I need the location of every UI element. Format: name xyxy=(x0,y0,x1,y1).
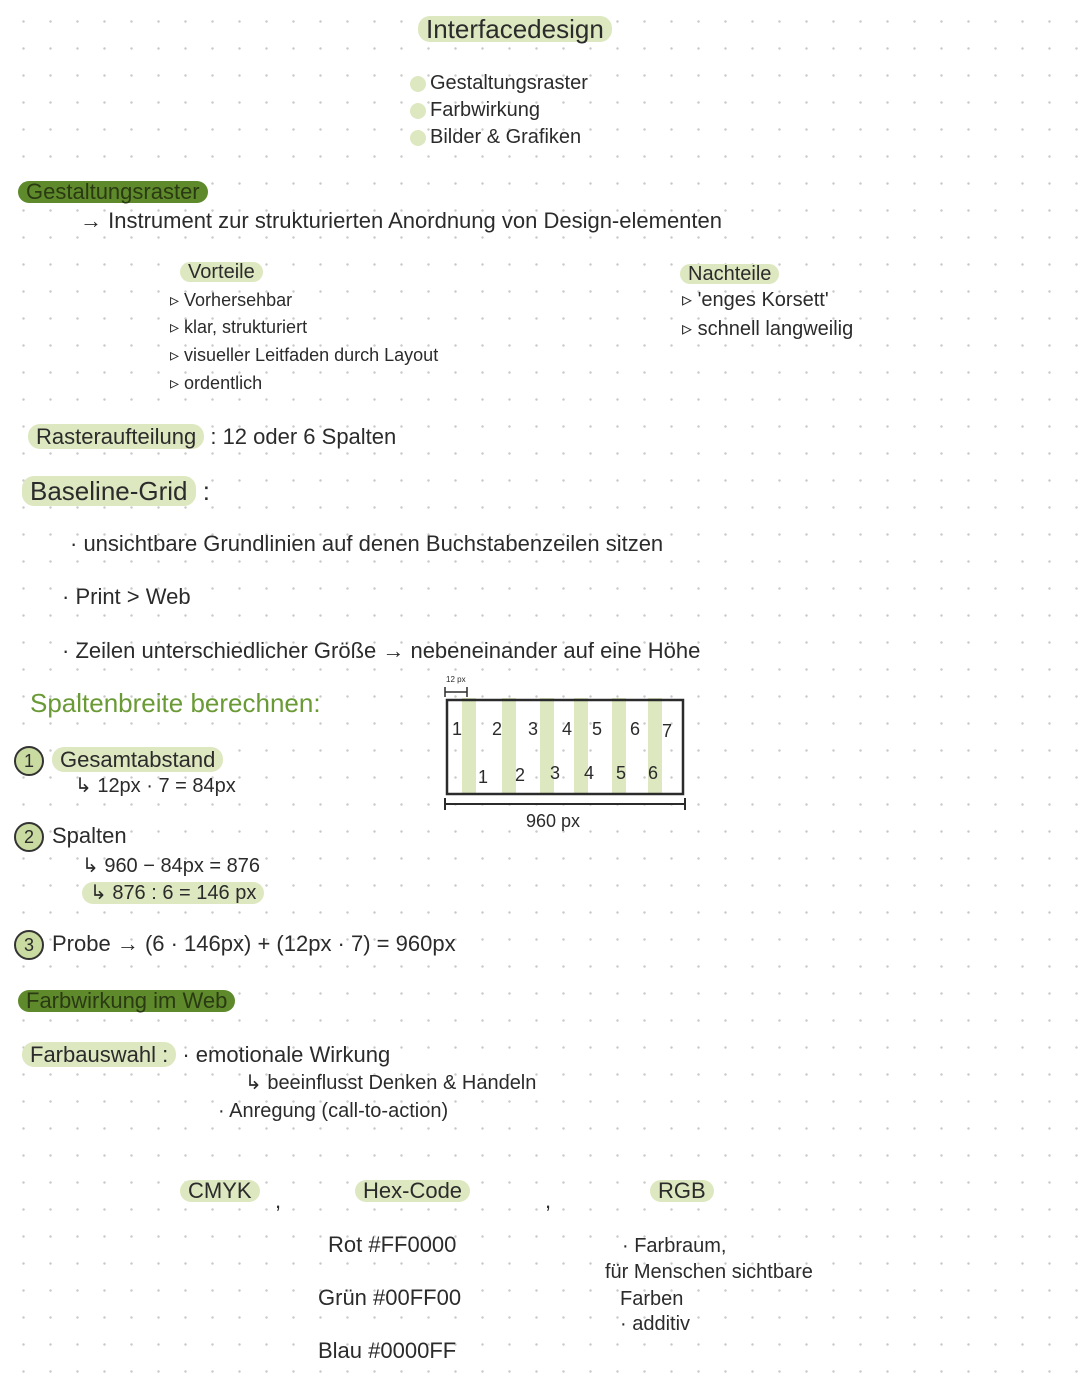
hex-code-item: Rot #FF0000 xyxy=(328,1232,457,1257)
comma: , xyxy=(545,1188,552,1213)
gutter-number: 7 xyxy=(662,721,673,741)
rgb-note: Farben xyxy=(620,1288,684,1310)
rgb-note: · Farbraum, xyxy=(622,1235,727,1257)
gutter-number: 6 xyxy=(630,719,641,739)
page-title: Interfacedesign xyxy=(418,16,612,42)
baseline-item: · Zeilen unterschiedlicher Größe → nebeneinander auf eine Höhe xyxy=(62,638,701,663)
column-number: 2 xyxy=(515,765,526,785)
overview-item: Farbwirkung xyxy=(410,100,540,120)
farbauswahl-line: ↳ beeinflusst Denken & Handeln xyxy=(245,1072,537,1094)
spaltenbreite-heading: Spaltenbreite berechnen: xyxy=(30,688,321,718)
step-2-line: ↳ 876 : 6 = 146 px xyxy=(82,883,264,903)
baseline-grid-heading: Baseline-Grid : xyxy=(22,478,210,504)
color-model-cmyk: CMYK xyxy=(180,1180,260,1202)
farbauswahl-label: Farbauswahl : · emotionale Wirkung xyxy=(22,1044,390,1066)
gutter-number: 1 xyxy=(452,719,463,739)
baseline-item: · Print > Web xyxy=(62,584,191,609)
grid-diagram xyxy=(440,670,700,840)
vorteil-item: ▹ visueller Leitfaden durch Layout xyxy=(170,345,439,365)
color-model-hex: Hex-Code xyxy=(355,1180,470,1202)
gutter-number: 4 xyxy=(562,719,573,739)
hex-code-item: Grün #00FF00 xyxy=(318,1285,462,1310)
rasteraufteilung: Rasteraufteilung : 12 oder 6 Spalten xyxy=(28,426,396,448)
step-1-line: ↳ 12px · 7 = 84px xyxy=(75,775,236,797)
overview-item: Bilder & Grafiken xyxy=(410,127,581,147)
color-model-rgb: RGB xyxy=(650,1180,714,1202)
step-2-line: ↳ 960 − 84px = 876 xyxy=(82,855,261,877)
vorteil-item: ▹ Vorhersehbar xyxy=(170,290,293,310)
baseline-item: · unsichtbare Grundlinien auf denen Buchstabenzeilen sitzen xyxy=(70,531,664,556)
step-3: 3 Probe → (6 · 146px) + (12px · 7) = 960px xyxy=(14,930,456,960)
step-2: 2 Spalten xyxy=(14,822,127,852)
rgb-note: · additiv xyxy=(620,1313,691,1335)
column-number: 4 xyxy=(584,763,595,783)
vorteil-item: ▹ klar, strukturiert xyxy=(170,317,308,337)
vorteile-heading: Vorteile xyxy=(180,262,263,282)
nachteil-item: ▹ 'enges Korsett' xyxy=(682,289,829,311)
hex-code-item: Blau #0000FF xyxy=(318,1338,457,1363)
overview-item: Gestaltungsraster xyxy=(410,73,588,93)
rgb-note: für Menschen sichtbare xyxy=(605,1261,813,1283)
vorteil-item: ▹ ordentlich xyxy=(170,373,263,393)
section-heading-gestaltungsraster: Gestaltungsraster xyxy=(18,181,208,203)
column-number: 1 xyxy=(478,767,489,787)
total-width-label: 960 px xyxy=(526,811,581,831)
farbauswahl-line: · Anregung (call-to-action) xyxy=(218,1100,449,1122)
step-1: 1 Gesamtabstand xyxy=(14,746,223,776)
gutter-number: 5 xyxy=(592,719,603,739)
column-number: 5 xyxy=(616,763,627,783)
gutter-stripes xyxy=(462,698,662,794)
column-number: 6 xyxy=(648,763,659,783)
gutter-number: 2 xyxy=(492,719,503,739)
nachteile-heading: Nachteile xyxy=(680,264,779,284)
gutter-number: 3 xyxy=(528,719,539,739)
section-heading-farbwirkung: Farbwirkung im Web xyxy=(18,990,235,1012)
gutter-width-label: 12 px xyxy=(446,675,466,684)
definition: → Instrument zur strukturierten Anordnung von Design-elementen xyxy=(80,208,722,233)
comma: , xyxy=(275,1188,282,1213)
column-number: 3 xyxy=(550,763,561,783)
nachteil-item: ▹ schnell langweilig xyxy=(682,318,854,340)
